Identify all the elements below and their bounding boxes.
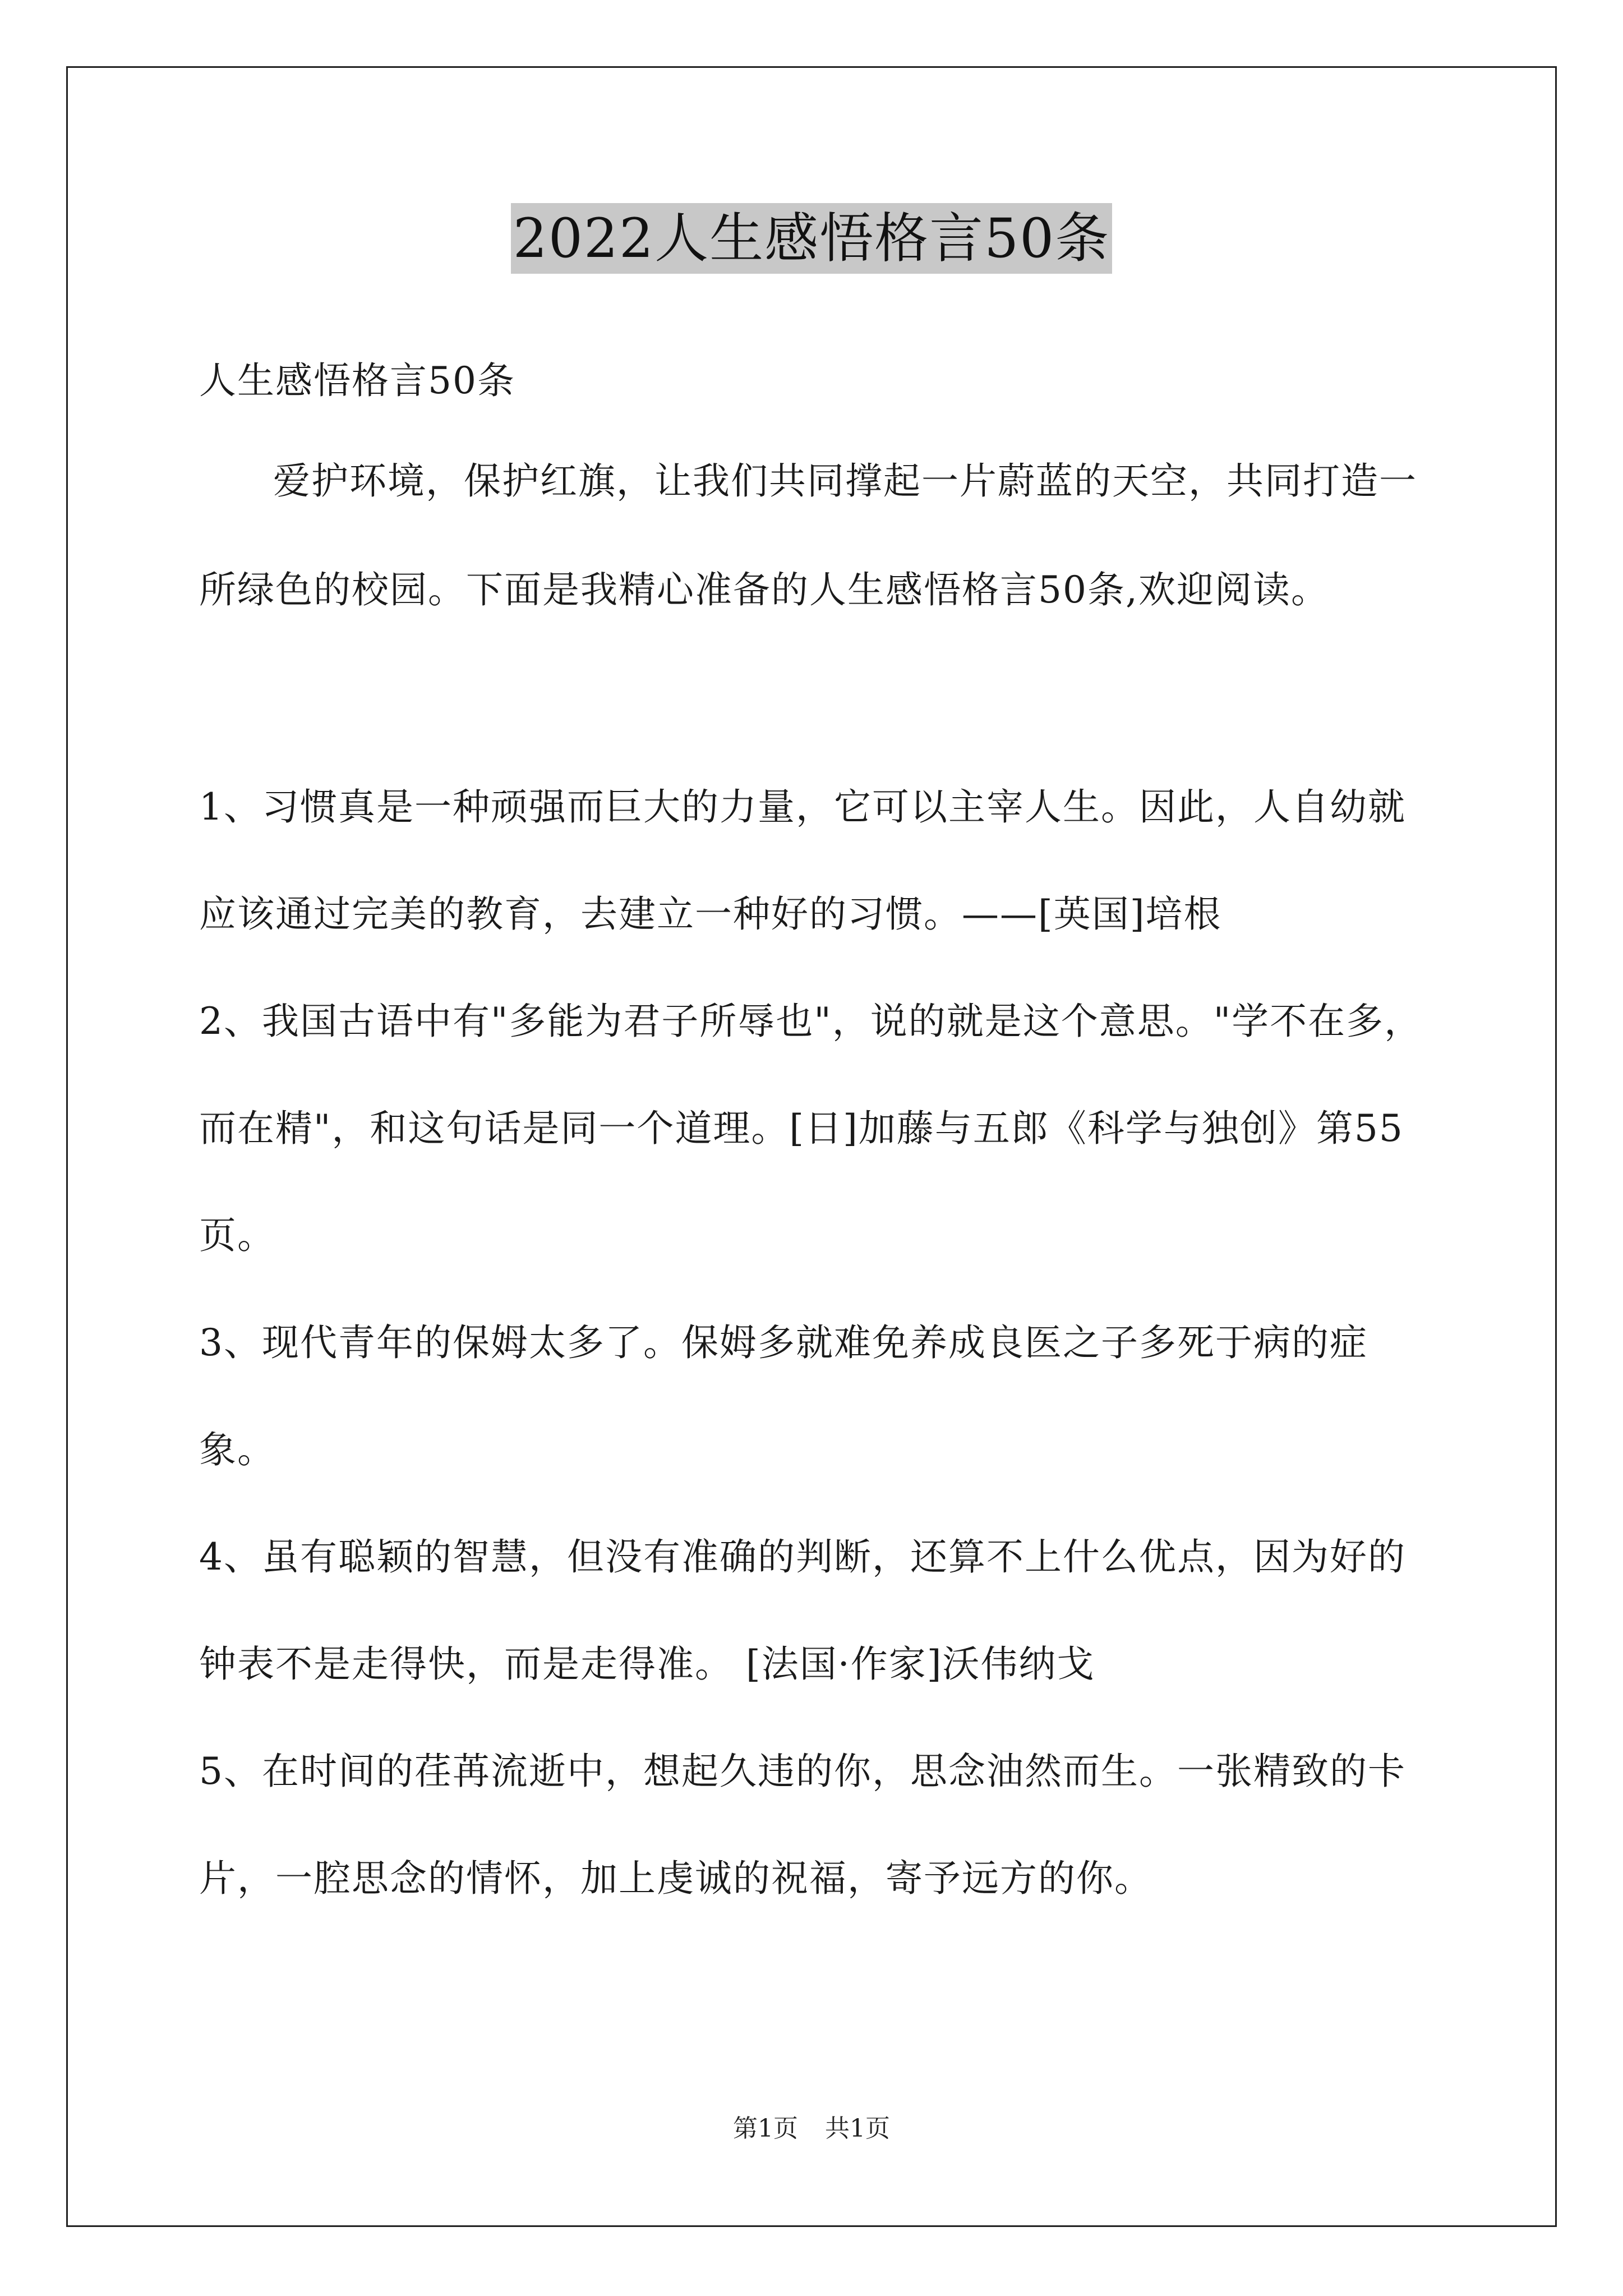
intro-paragraph: 爱护环境，保护红旗，让我们共同撑起一片蔚蓝的天空，共同打造一所绿色的校园。下面是我精心准备的人生感悟格言50条,欢迎阅读。 (199, 459, 1417, 611)
page-total: 共1页 (825, 2114, 890, 2143)
document-body (199, 345, 1433, 1932)
quote-item-5: 5、在时间的荏苒流逝中，想起久违的你，思念油然而生。一张精致的卡片，一腔思念的情怀，加上虔诚的祝福，寄予远方的你。 (199, 1750, 1406, 1900)
quote-item-1: 1、习惯真是一种顽强而巨大的力量，它可以主宰人生。因此，人自幼就应该通过完美的教育，去建立一种好的习惯。——[英国]培根 (199, 785, 1406, 936)
title-container (0, 203, 1623, 274)
document-subtitle: 人生感悟格言50条 (199, 359, 515, 402)
quote-item-3: 3、现代青年的保姆太多了。保姆多就难免养成良医之子多死于病的症象。 (199, 1321, 1368, 1471)
document-title: 2022人生感悟格言50条 (511, 203, 1112, 274)
page-number: 第1页 (733, 2114, 798, 2143)
quote-list (199, 753, 1433, 1932)
quote-item-4: 4、虽有聪颖的智慧，但没有准确的判断，还算不上什么优点，因为好的钟表不是走得快，而是走得准。 [法国·作家]沃伟纳戈 (199, 1535, 1406, 1686)
page-footer (0, 2112, 1623, 2146)
quote-item-2: 2、我国古语中有"多能为君子所辱也"，说的就是这个意思。"学不在多，而在精"，和这句话是同一个道理。[日]加藤与五郎《科学与独创》第55页。 (199, 1000, 1423, 1257)
